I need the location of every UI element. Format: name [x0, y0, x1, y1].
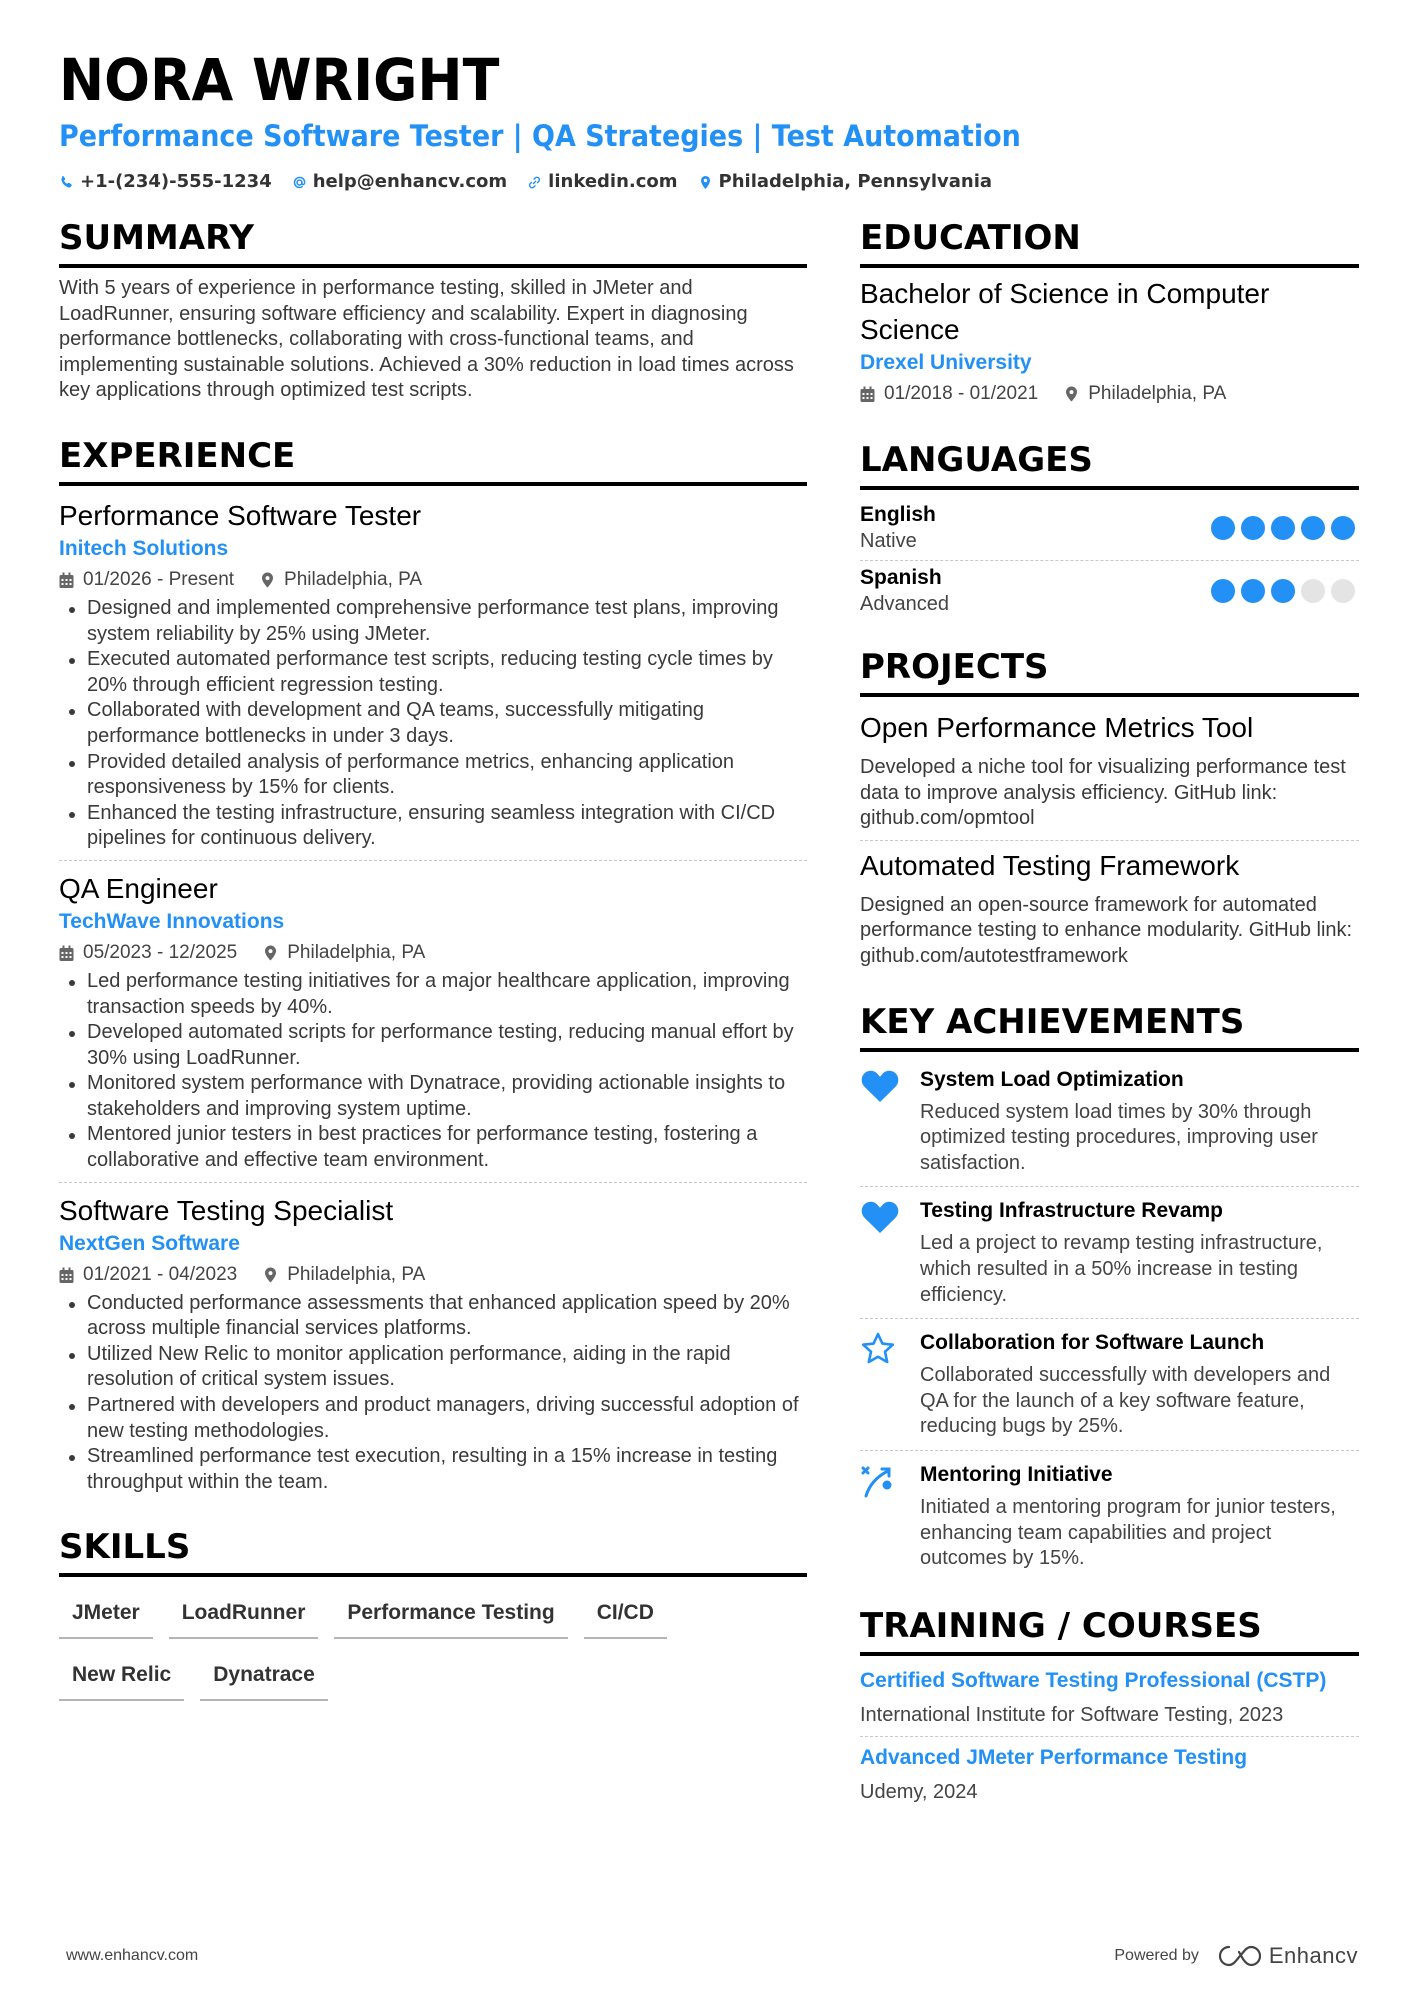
calendar-icon	[59, 945, 74, 961]
job-location	[260, 566, 422, 594]
bullet-item: Streamlined performance test execution, resulting in a 15% increase in testing throughput within the team.	[59, 1444, 807, 1495]
achievement-item	[860, 1318, 1359, 1450]
job-location-text: Philadelphia, PA	[287, 941, 426, 963]
rating-dot-filled	[1241, 579, 1265, 603]
project-description: Developed a niche tool for visualizing performance test data to improve analysis efficiency. GitHub link: github.com/opmtool	[860, 756, 1346, 830]
job-location	[263, 939, 425, 967]
rating-dot-filled	[1271, 579, 1295, 603]
education-dates-text: 01/2018 - 01/2021	[884, 383, 1039, 404]
skill-tag: JMeter	[59, 1591, 153, 1639]
rating-dot-empty	[1331, 579, 1355, 603]
summary-heading: SUMMARY	[59, 216, 807, 268]
achievement-item	[860, 1450, 1359, 1582]
bullet-item: Provided detailed analysis of performance metrics, enhancing application responsiveness by 15% for clients.	[59, 750, 807, 801]
right-column	[860, 216, 1359, 1835]
education-location-text: Philadelphia, PA	[1088, 383, 1227, 404]
contact-linkedin-text: linkedin.com	[548, 171, 678, 192]
achievements-section	[860, 1000, 1359, 1582]
language-rating	[1211, 579, 1355, 603]
page-footer	[0, 1943, 1410, 1973]
skill-tag: New Relic	[59, 1653, 184, 1701]
experience-entry	[59, 494, 807, 861]
job-bullets	[59, 1291, 807, 1496]
contact-email[interactable]	[292, 170, 507, 194]
brand-logo[interactable]	[1215, 1943, 1358, 1969]
experience-section	[59, 434, 807, 1503]
strategy-icon	[860, 1463, 900, 1499]
bullet-item: Mentored junior testers in best practices for performance testing, fostering a collaborative and effective team environment.	[59, 1122, 807, 1173]
bullet-item: Enhanced the testing infrastructure, ensuring seamless integration with CI/CD pipelines for continuous delivery.	[59, 801, 807, 852]
company-name: Initech Solutions	[59, 536, 229, 560]
location-pin-icon	[1064, 386, 1079, 402]
enhancv-logo-icon	[1215, 1943, 1261, 1969]
bullet-item: Executed automated performance test scripts, reducing testing cycle times by 20% through efficient regression testing.	[59, 647, 807, 698]
heart-icon	[860, 1068, 900, 1104]
summary-text: With 5 years of experience in performance testing, skilled in JMeter and LoadRunner, ensuring software efficiency and scalability. Expert in diagnosing performance bottlenecks, collaborating with cross-functional teams, and implementing sustainable solutions. Achieved a 30% reduction in load times across key applications through optimized test scripts.	[59, 277, 794, 402]
rating-dot-filled	[1241, 516, 1265, 540]
footer-website-link[interactable]: www.enhancv.com	[66, 1947, 199, 1964]
languages-section	[860, 438, 1359, 623]
skill-tag: Dynatrace	[200, 1653, 328, 1701]
contact-location	[698, 170, 993, 194]
language-item	[860, 498, 1359, 560]
bullet-item: Partnered with developers and product managers, driving successful adoption of new testing methodologies.	[59, 1393, 807, 1444]
contact-location-text: Philadelphia, Pennsylvania	[718, 171, 993, 192]
project-item	[860, 840, 1359, 978]
bullet-item: Utilized New Relic to monitor application performance, aiding in the rapid resolution of critical system issues.	[59, 1342, 807, 1393]
skill-tag: LoadRunner	[169, 1591, 319, 1639]
experience-entry	[59, 867, 807, 1183]
course-item	[860, 1736, 1359, 1813]
location-pin-icon	[263, 945, 278, 961]
calendar-icon	[860, 386, 875, 402]
star-icon	[860, 1331, 900, 1367]
achievement-item	[860, 1186, 1359, 1318]
job-location-text: Philadelphia, PA	[287, 1263, 426, 1285]
bullet-item: Developed automated scripts for performance testing, reducing manual effort by 30% using LoadRunner.	[59, 1020, 807, 1071]
job-location-text: Philadelphia, PA	[284, 568, 423, 590]
bullet-item: Collaborated with development and QA teams, successfully mitigating performance bottlenecks in under 3 days.	[59, 698, 807, 749]
job-dates-text: 01/2021 - 04/2023	[83, 1263, 238, 1285]
course-title: Certified Software Testing Professional (CSTP)	[860, 1668, 1327, 1692]
achievement-item	[860, 1060, 1359, 1187]
achievement-description: Collaborated successfully with developers and QA for the launch of a key software feature, reducing bugs by 25%.	[920, 1364, 1331, 1438]
bullet-item: Monitored system performance with Dynatrace, providing actionable insights to stakeholders and improving system uptime.	[59, 1071, 807, 1122]
achievement-title: Mentoring Initiative	[920, 1462, 1113, 1486]
summary-section	[59, 216, 807, 404]
job-bullets	[59, 596, 807, 852]
contact-phone-text: +1-(234)-555-1234	[80, 171, 272, 192]
calendar-icon	[59, 1267, 74, 1283]
rating-dot-filled	[1211, 579, 1235, 603]
contact-bar	[59, 170, 1362, 194]
projects-heading: PROJECTS	[860, 645, 1359, 697]
skills-list	[59, 1585, 807, 1701]
rating-dot-filled	[1211, 516, 1235, 540]
achievement-title: Collaboration for Software Launch	[920, 1331, 1265, 1355]
resume-header	[59, 44, 1362, 194]
candidate-headline: Performance Software Tester | QA Strategies | Test Automation	[59, 119, 1021, 153]
project-item	[860, 705, 1359, 840]
skills-section	[59, 1525, 807, 1701]
bullet-item: Led performance testing initiatives for a major healthcare application, improving transaction speeds by 40%.	[59, 969, 807, 1020]
achievement-description: Led a project to revamp testing infrastructure, which resulted in a 50% increase in testing efficiency.	[920, 1232, 1323, 1306]
at-icon	[292, 175, 307, 190]
job-dates-text: 01/2026 - Present	[83, 568, 235, 590]
job-title: QA Engineer	[59, 872, 218, 904]
language-level: Native	[860, 530, 917, 552]
job-title: Performance Software Tester	[59, 499, 422, 531]
languages-heading: LANGUAGES	[860, 438, 1359, 490]
job-meta	[59, 939, 807, 967]
bullet-item: Conducted performance assessments that enhanced application speed by 20% across multiple financial services platforms.	[59, 1291, 807, 1342]
bullet-item: Designed and implemented comprehensive performance test plans, improving system reliability by 25% using JMeter.	[59, 596, 807, 647]
job-meta	[59, 1261, 807, 1289]
education-meta	[860, 380, 1359, 408]
school-name: Drexel University	[860, 351, 1032, 374]
calendar-icon	[59, 572, 74, 588]
company-name: NextGen Software	[59, 1231, 240, 1255]
job-bullets	[59, 969, 807, 1174]
education-section	[860, 216, 1359, 408]
rating-dot-filled	[1271, 516, 1295, 540]
education-heading: EDUCATION	[860, 216, 1359, 268]
job-title: Software Testing Specialist	[59, 1194, 394, 1226]
job-location	[263, 1261, 425, 1289]
location-pin-icon	[263, 1267, 278, 1283]
skill-tag: CI/CD	[584, 1591, 667, 1639]
contact-linkedin[interactable]	[527, 170, 677, 194]
project-title: Open Performance Metrics Tool	[860, 712, 1254, 743]
rating-dot-filled	[1301, 516, 1325, 540]
achievement-title: System Load Optimization	[920, 1067, 1184, 1091]
project-title: Automated Testing Framework	[860, 849, 1240, 881]
project-description: Designed an open-source framework for automated performance testing to enhance modularity. GitHub link: github.com/autotestframework	[860, 893, 1353, 967]
rating-dot-empty	[1301, 579, 1325, 603]
language-name: Spanish	[860, 566, 942, 589]
location-pin-icon	[698, 175, 713, 190]
experience-heading: EXPERIENCE	[59, 434, 807, 486]
language-level: Advanced	[860, 593, 949, 615]
experience-entry	[59, 1189, 807, 1504]
education-location	[1064, 380, 1226, 408]
skill-tag: Performance Testing	[334, 1591, 567, 1639]
rating-dot-filled	[1331, 516, 1355, 540]
training-heading: TRAINING / COURSES	[860, 1604, 1359, 1656]
heart-icon	[860, 1199, 900, 1235]
company-name: TechWave Innovations	[59, 909, 285, 933]
candidate-name: NORA WRIGHT	[59, 46, 500, 114]
powered-by-label: Powered by	[1114, 1947, 1199, 1964]
achievement-description: Reduced system load times by 30% through optimized testing procedures, improving user satisfaction.	[920, 1100, 1318, 1174]
phone-icon	[59, 175, 74, 190]
brand-name: Enhancv	[1268, 1943, 1358, 1968]
language-name: English	[860, 503, 936, 526]
training-section	[860, 1604, 1359, 1813]
achievement-description: Initiated a mentoring program for junior testers, enhancing team capabilities and project outcomes by 15%.	[920, 1495, 1336, 1570]
contact-phone[interactable]	[59, 170, 272, 194]
education-dates	[860, 380, 1038, 408]
course-provider: International Institute for Software Testing, 2023	[860, 1703, 1284, 1726]
contact-email-text: help@enhancv.com	[312, 171, 508, 192]
language-rating	[1211, 516, 1355, 540]
course-provider: Udemy, 2024	[860, 1780, 978, 1803]
course-item	[860, 1664, 1359, 1736]
left-column	[59, 216, 807, 1723]
achievements-heading: KEY ACHIEVEMENTS	[860, 1000, 1359, 1052]
link-icon	[527, 175, 542, 190]
job-dates	[59, 939, 237, 967]
course-title: Advanced JMeter Performance Testing	[860, 1745, 1248, 1769]
language-item	[860, 560, 1359, 623]
job-dates-text: 05/2023 - 12/2025	[83, 941, 238, 963]
powered-by	[1114, 1943, 1358, 1969]
location-pin-icon	[260, 572, 275, 588]
skills-heading: SKILLS	[59, 1525, 807, 1577]
achievement-title: Testing Infrastructure Revamp	[920, 1199, 1224, 1223]
job-dates	[59, 1261, 237, 1289]
degree-title: Bachelor of Science in Computer Science	[860, 278, 1270, 345]
projects-section	[860, 645, 1359, 978]
job-meta	[59, 566, 807, 594]
job-dates	[59, 566, 234, 594]
